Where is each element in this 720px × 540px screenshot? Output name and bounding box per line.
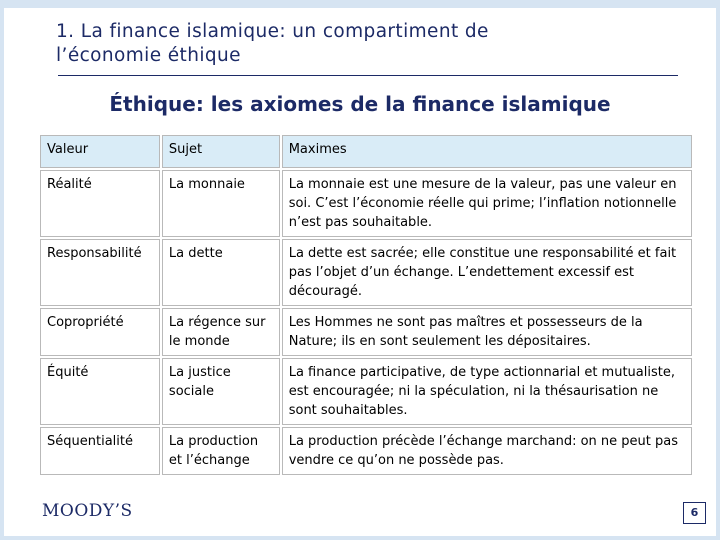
- cell-sujet: La production et l’échange: [162, 427, 280, 475]
- slide-frame-bottom: [0, 536, 720, 540]
- column-header-valeur: Valeur: [40, 135, 160, 168]
- page-number: 6: [683, 502, 706, 524]
- cell-valeur: Copropriété: [40, 308, 160, 356]
- cell-valeur: Responsabilité: [40, 239, 160, 306]
- cell-maxime: La finance participative, de type actionnarial et mutualiste, est encouragée; ni la spéculation, ni la thésaurisation ne sont souhaitables.: [282, 358, 692, 425]
- slide-title: [56, 20, 676, 68]
- cell-valeur: Équité: [40, 358, 160, 425]
- axioms-table: [38, 133, 694, 477]
- cell-sujet: La dette: [162, 239, 280, 306]
- slide-frame-left: [0, 0, 4, 540]
- table-row: [40, 427, 692, 475]
- cell-maxime: La dette est sacrée; elle constitue une responsabilité et fait pas l’objet d’un échange. L’endettement excessif est découragé.: [282, 239, 692, 306]
- cell-maxime: Les Hommes ne sont pas maîtres et possesseurs de la Nature; ils en sont seulement les dépositaires.: [282, 308, 692, 356]
- table-row: [40, 239, 692, 306]
- cell-maxime: La production précède l’échange marchand: on ne peut pas vendre ce qu’on ne possède pas.: [282, 427, 692, 475]
- column-header-sujet: Sujet: [162, 135, 280, 168]
- cell-valeur: Réalité: [40, 170, 160, 237]
- moodys-logo: MOODY’S: [42, 501, 133, 521]
- slide-frame-top: [0, 0, 720, 8]
- table-header-row: [40, 135, 692, 168]
- slide-title-line-2: l’économie éthique: [56, 45, 241, 66]
- table-row: [40, 170, 692, 237]
- cell-sujet: La justice sociale: [162, 358, 280, 425]
- table-row: [40, 308, 692, 356]
- cell-sujet: La monnaie: [162, 170, 280, 237]
- column-header-maximes: Maximes: [282, 135, 692, 168]
- section-subtitle: Éthique: les axiomes de la finance islamique: [109, 92, 611, 116]
- slide-title-line-1: 1. La finance islamique: un compartiment de: [56, 21, 489, 42]
- cell-valeur: Séquentialité: [40, 427, 160, 475]
- title-divider: [58, 75, 678, 76]
- table-row: [40, 358, 692, 425]
- cell-sujet: La régence sur le monde: [162, 308, 280, 356]
- cell-maxime: La monnaie est une mesure de la valeur, pas une valeur en soi. C’est l’économie réelle qui prime; l’inflation notionnelle n’est pas souhaitable.: [282, 170, 692, 237]
- slide-frame-right: [716, 0, 720, 540]
